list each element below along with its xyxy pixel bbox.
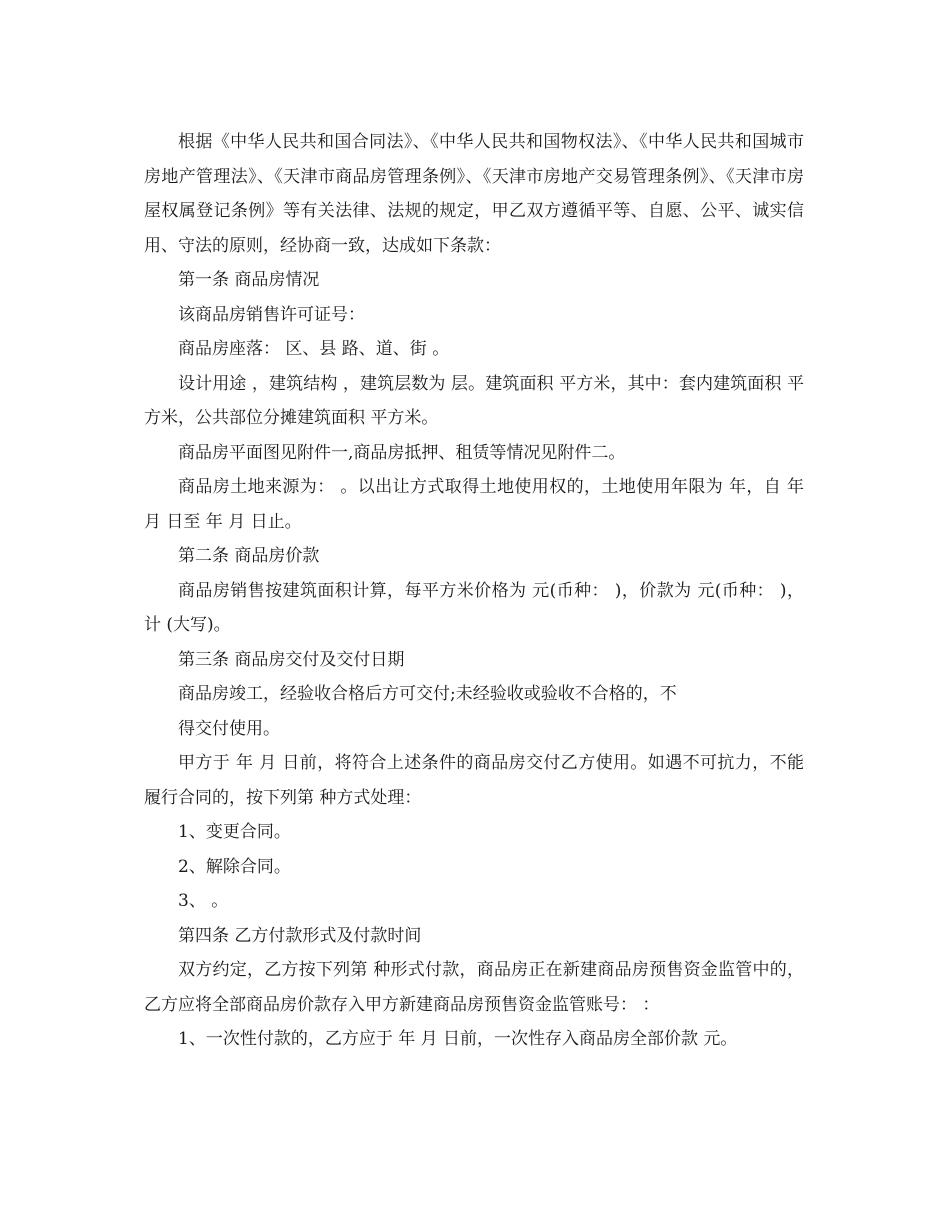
completion-line: 商品房竣工，经验收合格后方可交付;未经验收或验收不合格的，不 (178, 684, 677, 704)
location-line: 商品房座落： 区、县 路、道、街 。 (178, 339, 450, 359)
intro-paragraph: 根据《中华人民共和国合同法》、《中华人民共和国物权法》、《中华人民共和国城市房地产管理法》、《天津市商品房管理条例》、《天津市房地产交易管理条例》、《天津市房屋权属登记条例》等有关法律、法规的规定，甲乙双方遵循平等、自愿、公平、诚实信用、守法的原则，经协商一致，达成如下条款： (144, 132, 804, 256)
design-paragraph: 设计用途 ，建筑结构 ，建筑层数为 层。建筑面积 平方米，其中：套内建筑面积 平方米，公共部位分摊建筑面积 平方米。 (144, 373, 804, 428)
article-3-heading: 第三条 商品房交付及交付日期 (178, 649, 405, 670)
price-paragraph: 商品房销售按建筑面积计算，每平方米价格为 元(币种： )，价款为 元(币种： )，计 (大写)。 (144, 580, 804, 635)
article-1-heading: 第一条 商品房情况 (178, 270, 320, 290)
option-2-line: 2、解除合同。 (178, 856, 291, 877)
delivery-paragraph: 甲方于 年 月 日前，将符合上述条件的商品房交付乙方使用。如遇不可抗力，不能履行合同的，按下列第 种方式处理： (144, 753, 804, 808)
article-4-heading: 第四条 乙方付款形式及付款时间 (178, 925, 422, 946)
article-2-heading: 第二条 商品房价款 (178, 546, 320, 566)
option-3-line: 3、 。 (178, 891, 229, 911)
lump-sum-line: 1、一次性付款的，乙方应于 年 月 日前，一次性存入商品房全部价款 元。 (178, 1029, 738, 1049)
sales-permit-line: 该商品房销售许可证号： (178, 304, 365, 325)
completion-line-continued: 得交付使用。 (178, 718, 280, 739)
floor-plan-line: 商品房平面图见附件一,商品房抵押、租赁等情况见附件二。 (178, 442, 626, 463)
land-source-paragraph: 商品房土地来源为： 。以出让方式取得土地使用权的，土地使用年限为 年，自 年 月 日至 年 月 日止。 (144, 477, 804, 532)
document-body (144, 125, 804, 1057)
option-1-line: 1、变更合同。 (178, 822, 291, 842)
payment-paragraph: 双方约定，乙方按下列第 种形式付款，商品房正在新建商品房预售资金监管中的，乙方应将全部商品房价款存入甲方新建商品房预售资金监管账号： ： (144, 960, 804, 1015)
